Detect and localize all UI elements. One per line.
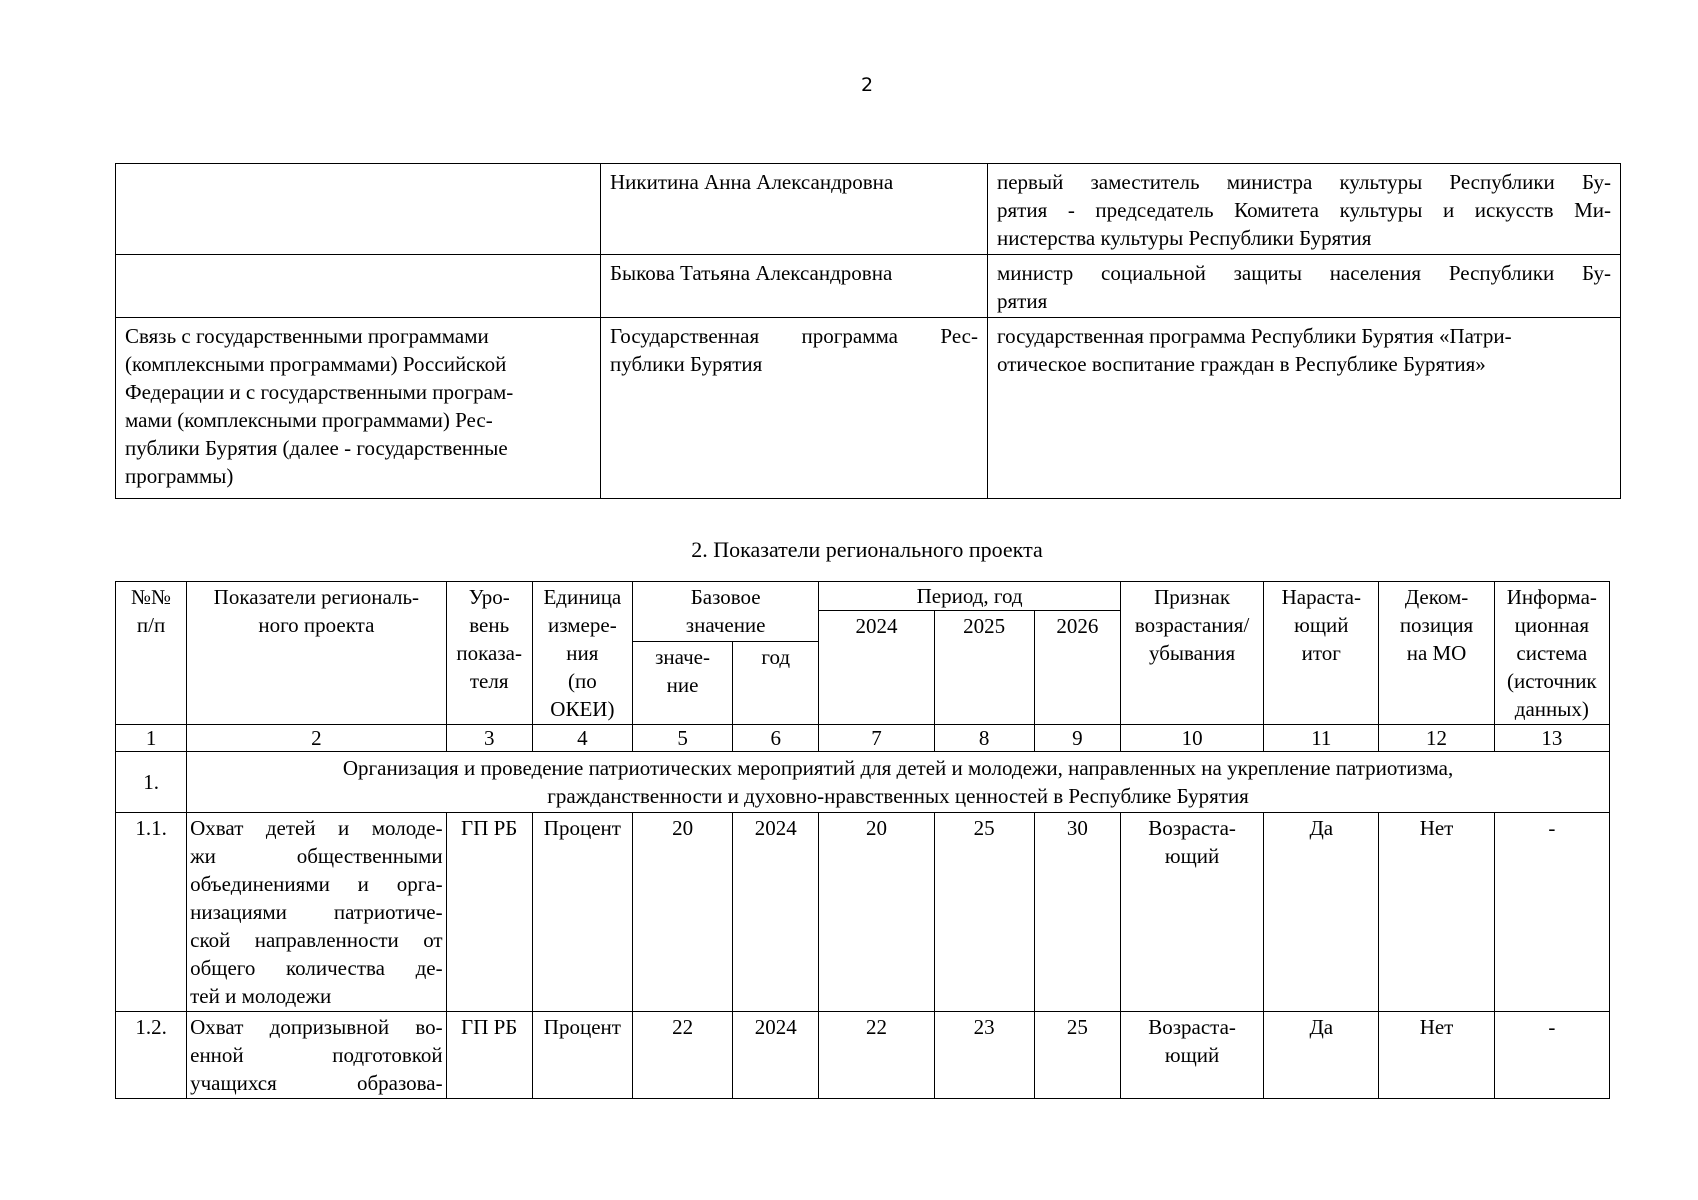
info-system: - [1494, 1012, 1609, 1099]
indicator-level: ГП РБ [446, 1012, 532, 1099]
header-number: №№ п/п [116, 582, 187, 725]
responsible-persons-table [115, 163, 1621, 499]
table-row [116, 1012, 1610, 1099]
section-title: 2. Показатели регионального проекта [691, 537, 1043, 562]
trend: Возраста- ющий [1120, 813, 1263, 1012]
base-year: 2024 [733, 813, 819, 1012]
row-number: 1.2. [116, 1012, 187, 1099]
header-base-value-value: значе- ние [632, 642, 732, 725]
table-cell [116, 255, 601, 318]
value-2026: 25 [1034, 1012, 1120, 1099]
section-number: 1. [116, 752, 187, 813]
table-row [116, 164, 1621, 255]
decomposition: Нет [1379, 1012, 1494, 1099]
program-type: Государственная программа Рес- публики Бурятия [601, 318, 988, 499]
base-value: 22 [632, 1012, 732, 1099]
indicator-unit: Процент [532, 1012, 632, 1099]
header-year-2024: 2024 [819, 611, 934, 725]
header-indicator-name: Показатели региональ- ного проекта [187, 582, 447, 725]
table-cell [116, 164, 601, 255]
table-row [116, 255, 1621, 318]
column-number: 11 [1264, 725, 1379, 752]
table-row [116, 813, 1610, 1012]
person-name: Никитина Анна Александровна [601, 164, 988, 255]
indicator-name: Охват детей и молоде- жи общественными объединениями и орга- низациями патриотиче- ской направленности от общего количества де- тей и молодежи [187, 813, 447, 1012]
header-decomposition: Деком- позиция на МО [1379, 582, 1494, 725]
info-system: - [1494, 813, 1609, 1012]
section-row [116, 752, 1610, 813]
indicators-table [115, 581, 1610, 1099]
trend: Возраста- ющий [1120, 1012, 1263, 1099]
indicator-unit: Процент [532, 813, 632, 1012]
person-position: министр социальной защиты населения Республики Бу- рятия [988, 255, 1621, 318]
column-number: 4 [532, 725, 632, 752]
column-number: 9 [1034, 725, 1120, 752]
header-base-value: Базовое значение [632, 582, 818, 642]
base-value: 20 [632, 813, 732, 1012]
cumulative: Да [1264, 813, 1379, 1012]
column-number: 5 [632, 725, 732, 752]
header-level: Уро- вень показа- теля [446, 582, 532, 725]
column-number: 1 [116, 725, 187, 752]
decomposition: Нет [1379, 813, 1494, 1012]
column-number: 13 [1494, 725, 1609, 752]
person-position: первый заместитель министра культуры Республики Бу- рятия - председатель Комитета культуры и искусств Ми- нистерства культуры Республики Бурятия [988, 164, 1621, 255]
header-base-value-year: год [733, 642, 819, 725]
section-title-cell: Организация и проведение патриотических мероприятий для детей и молодежи, направленных на укрепление патриотизма, гражданственности и духовно-нравственных ценностей в Республике Бурятия [187, 752, 1610, 813]
header-info-system: Информа- ционная система (источник данных) [1494, 582, 1609, 725]
person-name: Быкова Татьяна Александровна [601, 255, 988, 318]
column-number: 12 [1379, 725, 1494, 752]
header-year-2026: 2026 [1034, 611, 1120, 725]
column-number: 8 [934, 725, 1034, 752]
value-2026: 30 [1034, 813, 1120, 1012]
header-unit: Единица измере- ния (по ОКЕИ) [532, 582, 632, 725]
cumulative: Да [1264, 1012, 1379, 1099]
row-number: 1.1. [116, 813, 187, 1012]
table-row [116, 318, 1621, 499]
column-number: 7 [819, 725, 934, 752]
base-year: 2024 [733, 1012, 819, 1099]
column-number: 6 [733, 725, 819, 752]
value-2025: 25 [934, 813, 1034, 1012]
header-year-2025: 2025 [934, 611, 1034, 725]
program-link-label: Связь с государственными программами (комплексными программами) Российской Федерации и с государственными програм- мами (комплексными программами) Рес- публики Бурятия (далее - государственные программы) [116, 318, 601, 499]
indicator-level: ГП РБ [446, 813, 532, 1012]
column-number: 3 [446, 725, 532, 752]
header-row [116, 582, 1610, 611]
header-cumulative: Нараста- ющий итог [1264, 582, 1379, 725]
column-number: 2 [187, 725, 447, 752]
value-2025: 23 [934, 1012, 1034, 1099]
column-number: 10 [1120, 725, 1263, 752]
header-period: Период, год [819, 582, 1121, 611]
value-2024: 22 [819, 1012, 934, 1099]
program-name: государственная программа Республики Бурятия «Патри- отическое воспитание граждан в Республике Бурятия» [988, 318, 1621, 499]
header-trend: Признак возрастания/ убывания [1120, 582, 1263, 725]
column-numbers-row [116, 725, 1610, 752]
value-2024: 20 [819, 813, 934, 1012]
indicator-name: Охват допризывной во- енной подготовкой учащихся образова- [187, 1012, 447, 1099]
page-number: 2 [860, 74, 874, 96]
